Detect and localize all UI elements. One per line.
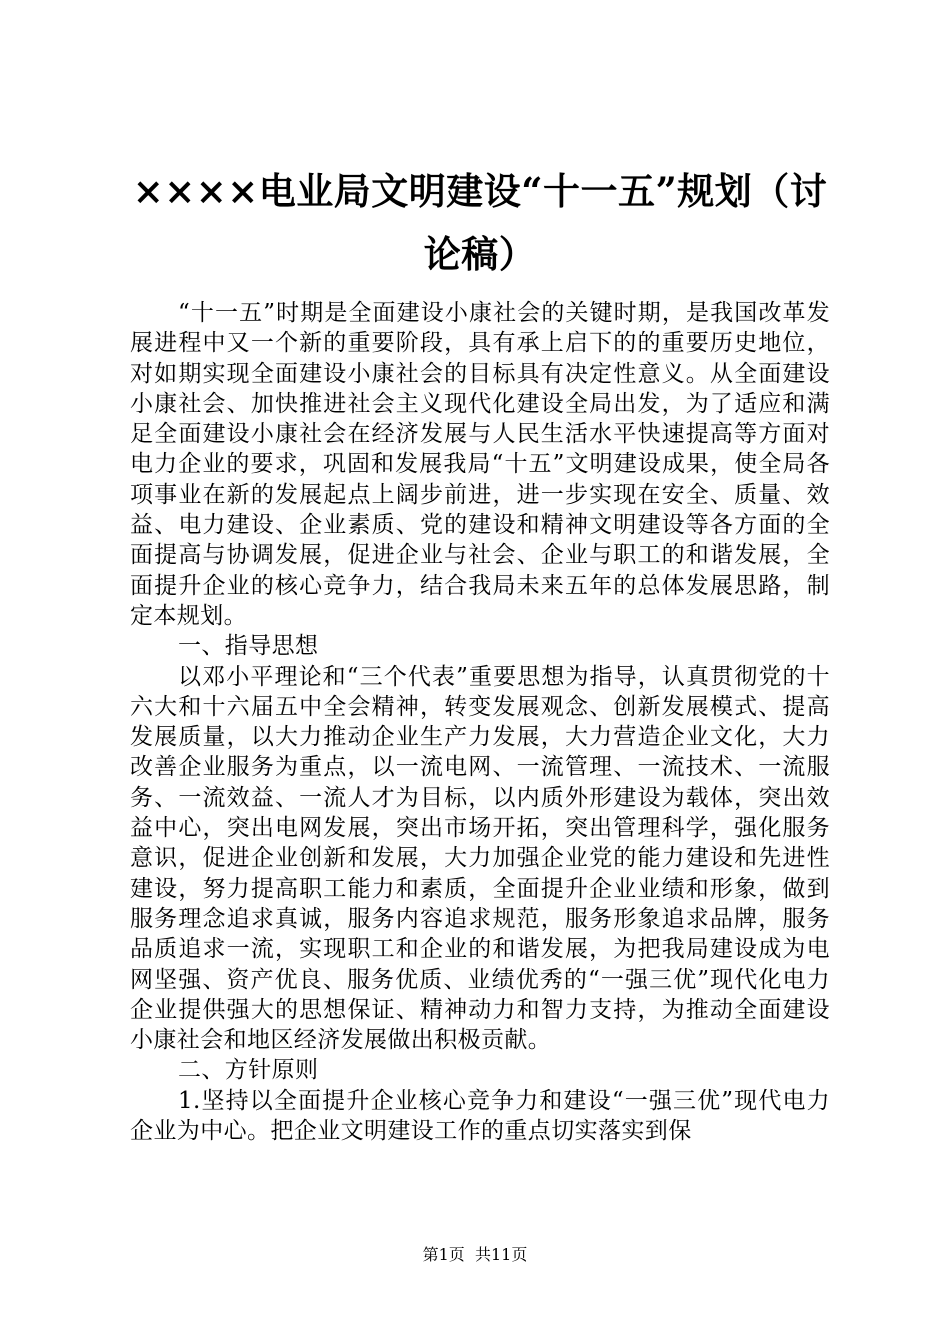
page-number: 第1页	[422, 1245, 465, 1264]
document-body	[130, 298, 830, 1146]
section-heading-guiding-ideology: 一、指导思想	[178, 633, 319, 660]
document-title: ××××电业局文明建设“十一五”规划（讨论稿）	[132, 169, 828, 276]
intro-paragraph: “十一五”时期是全面建设小康社会的关键时期，是我国改革发展进程中又一个新的重要阶段，具有承上启下的的重要历史地位，对如期实现全面建设小康社会的目标具有决定性意义。从全面建设小康社会、加快推进社会主义现代化建设全局出发，为了适应和满足全面建设小康社会在经济发展与人民生活水平快速提高等方面对电力企业的要求，巩固和发展我局“十五”文明建设成果，使全局各项事业在新的发展起点上阔步前进，进一步实现在安全、质量、效益、电力建设、企业素质、党的建设和精神文明建设等各方面的全面提高与协调发展，促进企业与社会、企业与职工的和谐发展，全面提升企业的核心竞争力，结合我局未来五年的总体发展思路，制定本规划。	[130, 300, 830, 629]
page-footer	[0, 1245, 950, 1265]
page-total: 共11页	[474, 1245, 528, 1264]
principle-item-1: 1.坚持以全面提升企业核心竞争力和建设“一强三优”现代电力企业为中心。把企业文明建设工作的重点切实落实到保	[130, 1087, 830, 1145]
section-heading-principles: 二、方针原则	[178, 1057, 319, 1084]
guiding-ideology-paragraph: 以邓小平理论和“三个代表”重要思想为指导，认真贯彻党的十六大和十六届五中全会精神，转变发展观念、创新发展模式、提高发展质量，以大力推动企业生产力发展，大力营造企业文化，大力改善企业服务为重点，以一流电网、一流管理、一流技术、一流服务、一流效益、一流人才为目标，以内质外形建设为载体，突出效益中心，突出电网发展，突出市场开拓，突出管理科学，强化服务意识，促进企业创新和发展，大力加强企业党的能力建设和先进性建设，努力提高职工能力和素质，全面提升企业业绩和形象，做到服务理念追求真诚，服务内容追求规范，服务形象追求品牌，服务品质追求一流，实现职工和企业的和谐发展，为把我局建设成为电网坚强、资产优良、服务优质、业绩优秀的“一强三优”现代化电力企业提供强大的思想保证、精神动力和智力支持，为推动全面建设小康社会和地区经济发展做出积极贡献。	[130, 663, 830, 1054]
